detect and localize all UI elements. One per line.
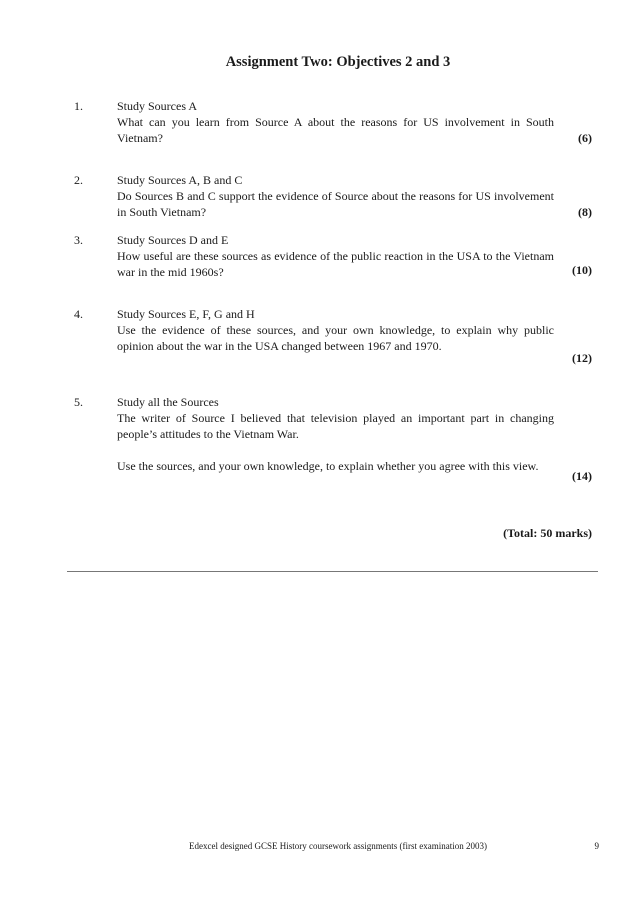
question-number: 5. — [74, 395, 83, 409]
question-body — [117, 394, 554, 474]
question-marks: (8) — [578, 205, 592, 219]
page-title: Assignment Two: Objectives 2 and 3 — [225, 54, 451, 70]
question-sources: Study Sources D and E — [117, 233, 229, 247]
question-body — [117, 98, 554, 146]
question-number: 2. — [74, 173, 83, 187]
question-text: The writer of Source I believed that television played an important part in changing people’s attitudes to the Vietnam War. — [117, 411, 554, 441]
question-sources: Study Sources A — [117, 99, 198, 113]
question-marks: (6) — [578, 131, 592, 145]
question-number: 1. — [74, 99, 83, 113]
divider — [67, 571, 598, 572]
question-body — [117, 306, 554, 354]
page-number: 9 — [594, 841, 599, 851]
question-marks: (10) — [572, 263, 592, 277]
question-text: How useful are these sources as evidence of the public reaction in the USA to the Vietnam war in the mid 1960s? — [117, 249, 554, 279]
question-body — [117, 172, 554, 220]
question-sources: Study Sources A, B and C — [117, 173, 243, 187]
question-sources: Study all the Sources — [117, 395, 219, 409]
question-body — [117, 232, 554, 280]
question-marks: (14) — [572, 469, 592, 483]
total-marks: (Total: 50 marks) — [503, 526, 592, 540]
question-marks: (12) — [572, 351, 592, 365]
question-sources: Study Sources E, F, G and H — [117, 307, 255, 321]
question-number: 4. — [74, 307, 83, 321]
question-text: What can you learn from Source A about the reasons for US involvement in South Vietnam? — [117, 115, 554, 145]
question-text: Use the evidence of these sources, and your own knowledge, to explain why public opinion about the war in the USA changed between 1967 and 1970. — [117, 323, 554, 353]
question-number: 3. — [74, 233, 83, 247]
question-text: Do Sources B and C support the evidence of Source about the reasons for US involvement in South Vietnam? — [117, 189, 554, 219]
question-text: Use the sources, and your own knowledge, to explain whether you agree with this view. — [117, 459, 539, 473]
footer-text: Edexcel designed GCSE History coursework assignments (first examination 2003) — [189, 841, 487, 851]
